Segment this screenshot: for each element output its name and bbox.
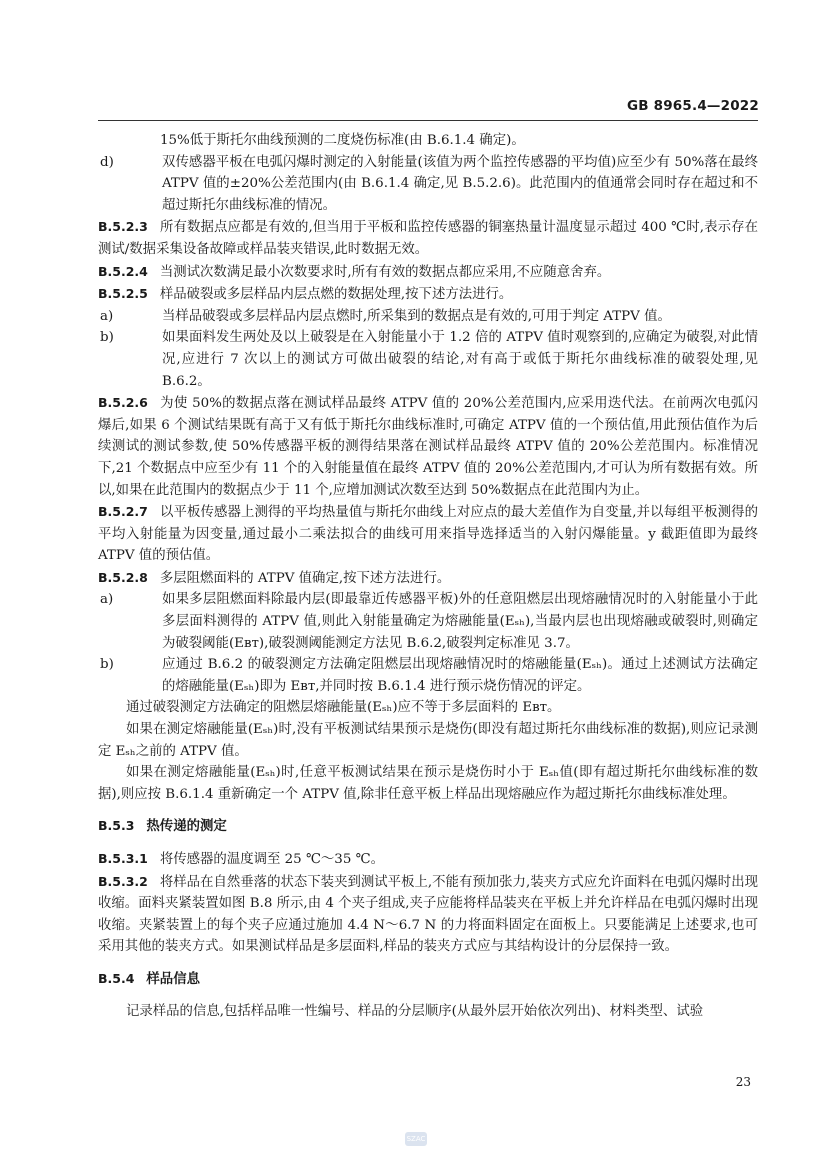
document-body (98, 130, 758, 1022)
list-item-a: a) 当样品破裂或多层样品内层点燃时,所采集到的数据点是有效的,可用于判定 ATPV 值。 (100, 308, 671, 324)
clause-b523: B.5.2.3 所有数据点应都是有效的,但当用于平板和监控传感器的铜塞热量计温度显示超过 400 ℃时,表示存在测试/数据采集设备故障或样品装夹错误,此时数据无效。 (98, 219, 758, 257)
clause-b528: B.5.2.8 多层阻燃面料的 ATPV 值确定,按下述方法进行。 (98, 569, 451, 586)
standard-number: GB 8965.4—2022 (626, 98, 759, 114)
paragraph: 记录样品的信息,包括样品唯一性编号、样品的分层顺序(从最外层开始依次列出)、材料类型、试验 (126, 1003, 704, 1019)
list-item-d: d) 双传感器平板在电弧闪爆时测定的入射能量(该值为两个监控传感器的平均值)应至少有 50%落在最终 ATPV 值的±20%公差范围内(由 B.6.1.4 确定,见 B.5.2.6)。此范围内的值通常会同时存在超过和不超过斯托尔曲线标准的情况。 (100, 154, 758, 213)
paragraph: 通过破裂测定方法确定的阻燃层熔融能量(Eₛₕ)应不等于多层面料的 Eʙᴛ。 (126, 700, 561, 716)
paragraph: 如果在测定熔融能量(Eₛₕ)时,任意平板测试结果在预示是烧伤时小于 Eₛₕ值(即有超过斯托尔曲线标准的数据),则应按 B.6.1.4 重新确定一个 ATPV 值,除非任意平板上样品出现熔融应作为超过斯托尔曲线标准处理。 (98, 765, 758, 802)
list-item-b: b) 如果面料发生两处及以上破裂是在入射能量小于 1.2 倍的 ATPV 值时观察到的,应确定为破裂,对此情况,应进行 7 次以上的测试方可做出破裂的结论,对有高于或低于斯托尔曲线标准的破裂处理,见 B.6.2。 (100, 330, 758, 389)
page-number: 23 (735, 1075, 751, 1089)
header-rule (98, 120, 758, 121)
clause-b525: B.5.2.5 样品破裂或多层样品内层点燃的数据处理,按下述方法进行。 (98, 286, 513, 303)
clause-b527: B.5.2.7 以平板传感器上测得的平均热量值与斯托尔曲线上对应点的最大差值作为自变量,并以每组平板测得的平均入射能量为因变量,通过最小二乘法拟合的曲线可用来指导选择适当的入射闪爆能量。y 截距值即为最终 ATPV 值的预估值。 (98, 504, 758, 564)
clause-b532: B.5.3.2 将样品在自然垂落的状态下装夹到测试平板上,不能有预加张力,装夹方式应允许面料在电弧闪爆时出现收缩。面料夹紧装置如图 B.8 所示,由 4 个夹子组成,夹子应能将样品装夹在平板上并允许样品在电弧闪爆时出现收缩。夹紧装置上的每个夹子应通过施加 4.4 N～6.7 N 的力将面料固定在面板上。只要能满足上述要求,也可采用其他的装夹方式。如果测试样品是多层面料,样品的装夹方式应与其结构设计的分层保持一致。 (98, 873, 758, 955)
clause-b526: B.5.2.6 为使 50%的数据点落在测试样品最终 ATPV 值的 20%公差范围内,应采用迭代法。在前两次电弧闪爆后,如果 6 个测试结果既有高于又有低于斯托尔曲线标准时,可确定 ATPV 值的一个预估值,用此预估值作为后续测试的测试参数,使 50%传感器平板的测得结果落在测试样品最终 ATPV 值的 20%公差范围内。标准情况下,21 个数据点中应至少有 11 个的入射能量值在最终 ATPV 值的 20%公差范围内,才可认为所有数据有效。所以,如果在此范围内的数据点少于 11 个,应增加测试次数至达到 50%数据点在此范围内为止。 (98, 395, 758, 498)
paragraph: 15%低于斯托尔曲线预测的二度烧伤标准(由 B.6.1.4 确定)。 (160, 133, 525, 148)
watermark-stamp: SZAC (405, 1132, 427, 1146)
paragraph: 如果在测定熔融能量(Eₛₕ)时,没有平板测试结果预示是烧伤(即没有超过斯托尔曲线标准的数据),则应记录测定 Eₛₕ之前的 ATPV 值。 (98, 722, 758, 759)
section-heading-b54: B.5.4 样品信息 (98, 970, 200, 987)
clause-b524: B.5.2.4 当测试次数满足最小次数要求时,所有有效的数据点都应采用,不应随意舍弃。 (98, 263, 611, 280)
list-item-a: a) 如果多层阻燃面料除最内层(即最靠近传感器平板)外的任意阻燃层出现熔融情况时的入射能量小于此多层面料测得的 ATPV 值,则此入射能量确定为熔融能量(Eₛₕ),当最内层也出现熔融或破裂时,则确定为破裂阈能(Eʙᴛ),破裂测阈能测定方法见 B.6.2,破裂判定标准见 3.7。 (100, 592, 758, 651)
clause-b531: B.5.3.1 将传感器的温度调至 25 ℃～35 ℃。 (98, 851, 384, 867)
list-item-b: b) 应通过 B.6.2 的破裂测定方法确定阻燃层出现熔融情况时的熔融能量(Eₛₕ)。通过上述测试方法确定的熔融能量(Eₛₕ)即为 Eʙᴛ,并同时按 B.6.1.4 进行预示烧伤情况的评定。 (100, 657, 758, 694)
section-heading-b53: B.5.3 热传递的测定 (98, 818, 227, 835)
